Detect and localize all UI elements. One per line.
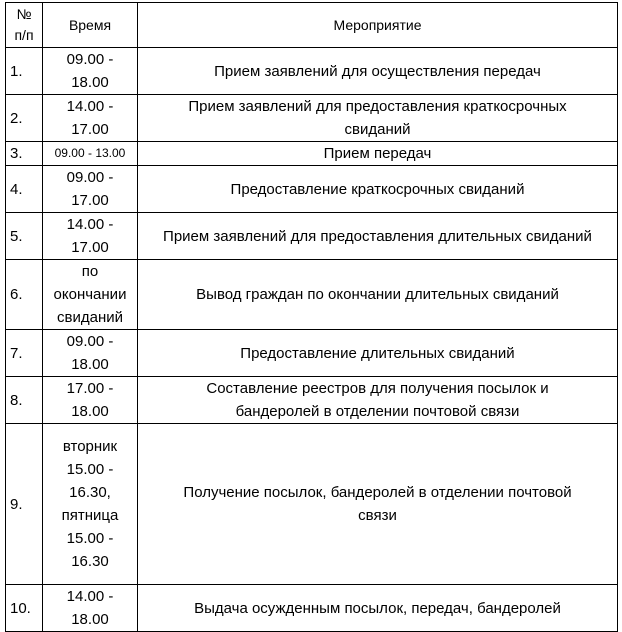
row-time: 09.00 - 17.00 <box>43 166 138 213</box>
row-event: Предоставление длительных свиданий <box>138 330 618 377</box>
row-time: 14.00 - 17.00 <box>43 95 138 142</box>
row-event: Прием передач <box>138 142 618 166</box>
row-num: 4. <box>6 166 43 213</box>
row-num: 8. <box>6 377 43 424</box>
row-time: 09.00 - 18.00 <box>43 48 138 95</box>
row-event: Вывод граждан по окончании длительных свиданий <box>138 260 618 330</box>
row-event: Выдача осужденным посылок, передач, бандеролей <box>138 585 618 632</box>
row-num: 9. <box>6 424 43 585</box>
row-num: 2. <box>6 95 43 142</box>
row-num: 6. <box>6 260 43 330</box>
row-time: по окончании свиданий <box>43 260 138 330</box>
row-num: 3. <box>6 142 43 166</box>
schedule-table <box>5 2 618 632</box>
table-row <box>6 260 618 330</box>
table-row <box>6 213 618 260</box>
row-time: 14.00 - 17.00 <box>43 213 138 260</box>
table-row <box>6 585 618 632</box>
row-time: вторник 15.00 - 16.30, пятница 15.00 - 16.30 <box>43 424 138 585</box>
row-num: 10. <box>6 585 43 632</box>
table-row <box>6 377 618 424</box>
row-time: 09.00 - 18.00 <box>43 330 138 377</box>
table-row <box>6 142 618 166</box>
table-row <box>6 95 618 142</box>
header-time: Время <box>43 3 138 48</box>
row-event: Прием заявлений для осуществления передач <box>138 48 618 95</box>
row-event: Получение посылок, бандеролей в отделении почтовой связи <box>138 424 618 585</box>
row-time: 14.00 - 18.00 <box>43 585 138 632</box>
row-time: 09.00 - 13.00 <box>43 142 138 166</box>
table-row <box>6 48 618 95</box>
row-num: 5. <box>6 213 43 260</box>
table-row <box>6 424 618 585</box>
row-event: Предоставление краткосрочных свиданий <box>138 166 618 213</box>
header-num: № п/п <box>6 3 43 48</box>
row-event: Прием заявлений для предоставления краткосрочных свиданий <box>138 95 618 142</box>
header-event: Мероприятие <box>138 3 618 48</box>
row-num: 1. <box>6 48 43 95</box>
row-num: 7. <box>6 330 43 377</box>
row-time: 17.00 - 18.00 <box>43 377 138 424</box>
row-event: Прием заявлений для предоставления длительных свиданий <box>138 213 618 260</box>
table-row <box>6 330 618 377</box>
row-event: Составление реестров для получения посылок и бандеролей в отделении почтовой связи <box>138 377 618 424</box>
header-row <box>6 3 618 48</box>
table-row <box>6 166 618 213</box>
